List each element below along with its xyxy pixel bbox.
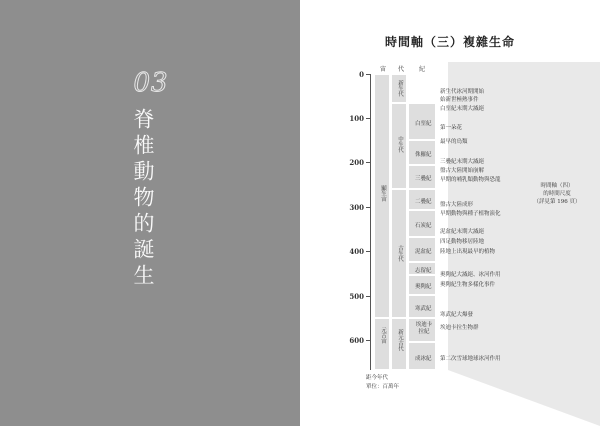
- period-label: 成冰紀: [415, 356, 432, 362]
- era-label: 新元古代: [397, 329, 403, 351]
- event-text: 早期的哺乳類動物與恐龍: [440, 177, 501, 183]
- axis-tick-label: 300: [349, 203, 364, 212]
- axis-tick-label: 100: [349, 114, 364, 123]
- period-label: 泥盆紀: [415, 249, 432, 255]
- axis-tick-label: 200: [349, 158, 364, 167]
- period-cryogenian: [408, 342, 436, 370]
- period-jurassic: [408, 140, 436, 165]
- event-text: 四足動物移居陸地: [440, 239, 485, 245]
- eon-phanerozoic: [374, 74, 390, 318]
- event-text: 陸地上出現最早的植物: [440, 249, 496, 255]
- note-line: 的時間尺度: [543, 191, 571, 197]
- event-text: 三疊紀末期大滅絕: [440, 159, 485, 165]
- event-text: 第一朵花: [440, 125, 463, 131]
- event-text: 早期動物與種子植物演化: [440, 211, 501, 217]
- eon-label: 顯生宙: [380, 185, 386, 202]
- axis-tick: [366, 162, 370, 163]
- time-axis: [370, 74, 371, 370]
- note-line: （詳見第 196 頁）: [533, 199, 581, 205]
- event-text: 盤古大陸成形: [440, 202, 474, 208]
- period-label: 侏羅紀: [415, 152, 432, 158]
- axis-tick: [366, 74, 370, 75]
- period-silurian: [408, 262, 436, 275]
- period-cambrian: [408, 295, 436, 318]
- axis-tick: [366, 251, 370, 252]
- era-label: 古生代: [397, 245, 403, 262]
- event-text: 寒武紀大爆發: [440, 312, 474, 318]
- period-permian: [408, 189, 436, 210]
- header-era: 代: [398, 66, 405, 73]
- axis-tick-label: 0: [359, 70, 364, 79]
- event-text: 泥盆紀末期大滅絕: [440, 229, 485, 235]
- axis-tick: [366, 340, 370, 341]
- period-ordovician: [408, 275, 436, 295]
- header-period: 紀: [419, 66, 426, 73]
- chapter-title: 脊椎動物的誕生: [131, 108, 155, 290]
- timeline-page: [300, 0, 600, 426]
- header-eon: 宙: [380, 66, 387, 73]
- period-label: 奧陶紀: [415, 284, 432, 290]
- period-label: 三疊紀: [415, 176, 432, 182]
- period-carboniferous: [408, 210, 436, 237]
- event-text: 奧陶紀大滅絕、冰河作用: [440, 272, 501, 278]
- event-text: 最早的鳥類: [440, 139, 468, 145]
- period-label: 寒武紀: [415, 306, 432, 312]
- period-label: 二疊紀: [415, 199, 432, 205]
- event-text: 白堊紀末期大滅絕: [440, 106, 485, 112]
- era-label: 中生代: [397, 136, 403, 153]
- period-devonian: [408, 237, 436, 262]
- axis-tick-label: 400: [349, 247, 364, 256]
- eon-proterozoic: [374, 318, 390, 370]
- period-label: 志留紀: [415, 268, 432, 274]
- axis-unit-label: 單位：百萬年: [366, 384, 400, 390]
- event-text: 第二次雪球地球冰河作用: [440, 356, 501, 362]
- axis-tick: [366, 118, 370, 119]
- chapter-number: 03: [133, 68, 169, 98]
- event-text: 盤古大陸開始崩解: [440, 168, 485, 174]
- event-text: 埃迪卡拉生物群: [440, 325, 479, 331]
- page-title: 時間軸（三）複雜生命: [384, 35, 515, 49]
- axis-tick: [366, 296, 370, 297]
- era-mesozoic: [391, 103, 407, 189]
- axis-tick-label: 600: [349, 336, 364, 345]
- period-label: 白堊紀: [415, 121, 432, 127]
- era-cenozoic: [391, 74, 407, 103]
- period-label: 埃迪卡拉紀: [415, 322, 433, 335]
- axis-tick-label: 500: [349, 292, 364, 301]
- era-paleozoic: [391, 189, 407, 318]
- period-triassic: [408, 165, 436, 189]
- era-neoproterozoic: [391, 318, 407, 370]
- note-line: 時間軸（四）: [540, 183, 574, 189]
- event-text: 奧陶紀生物多樣化事件: [440, 282, 496, 288]
- timescale-note: [522, 182, 592, 206]
- axis-label: 距今年代: [366, 375, 389, 381]
- period-ediacaran: [408, 318, 436, 342]
- axis-tick: [366, 207, 370, 208]
- event-text: 新生代冰河期開始: [440, 89, 485, 95]
- era-label: 新生代: [397, 80, 403, 97]
- period-cretaceous: [408, 103, 436, 140]
- period-label: 石炭紀: [415, 223, 432, 229]
- eon-label: 元古宙: [380, 327, 386, 344]
- event-text: 始新世極熱事件: [440, 97, 479, 103]
